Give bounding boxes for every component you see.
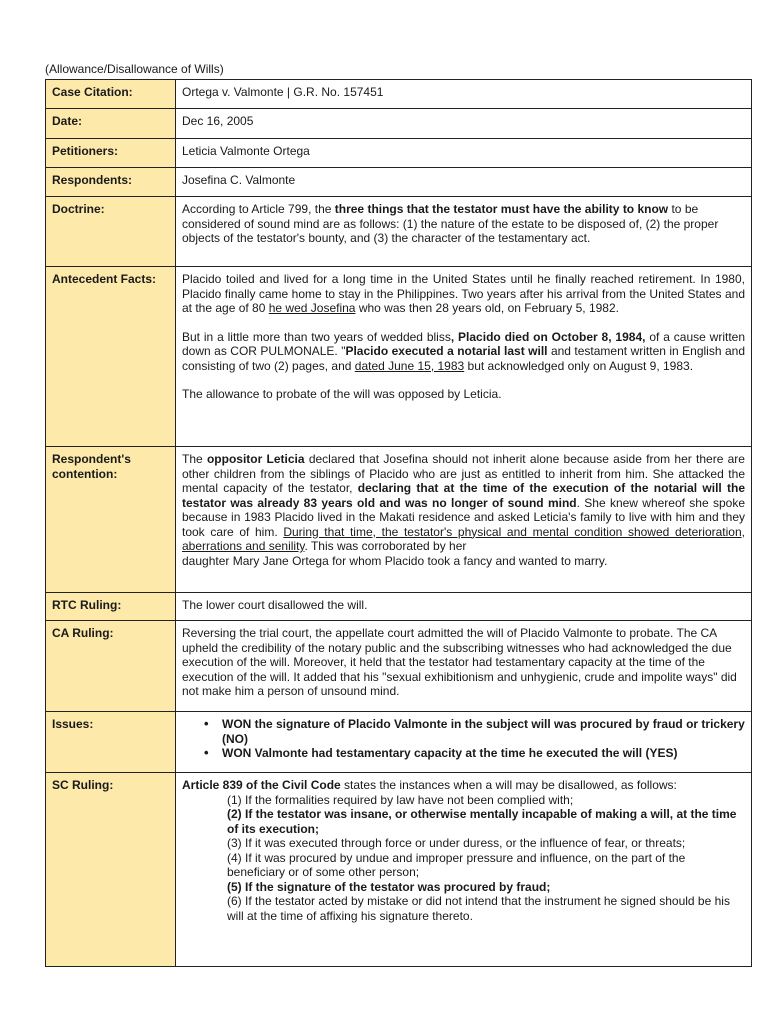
antecedent-text-b1: But in a little more than two years of wedded bliss: [182, 329, 451, 344]
value-doctrine: [176, 197, 752, 267]
issue-item: • WON Valmonte had testamentary capacity at the time he executed the will (YES): [222, 746, 745, 761]
antecedent-para-2: [182, 330, 745, 374]
label-ca-ruling: CA Ruling:: [46, 621, 176, 712]
value-sc-ruling: [176, 773, 752, 967]
article-839-item: (3) If it was executed through force or under duress, or the influence of fear, or threats;: [227, 836, 686, 850]
label-antecedent-facts: Antecedent Facts:: [46, 267, 176, 447]
row-rtc-ruling: [46, 593, 752, 621]
value-respondents-contention: [176, 447, 752, 593]
value-date: Dec 16, 2005: [176, 109, 752, 139]
label-date: Date:: [46, 109, 176, 139]
label-doctrine: Doctrine:: [46, 197, 176, 267]
article-839-item: (5) If the signature of the testator was procured by fraud;: [227, 879, 551, 894]
antecedent-text-a1-tail: who was then 28 years old, on February 5, 1982.: [355, 301, 619, 315]
contention-text-1: The: [182, 452, 207, 466]
doctrine-text-2: considered of sound mind are as follows: (1) the nature of the estate to be disposed of, (2) the proper objects of the testator's bounty, and (3) the character of the testamentary act.: [182, 216, 719, 245]
label-respondents-contention: Respondent's contention:: [46, 447, 176, 593]
contention-bold-1: oppositor Leticia: [206, 452, 305, 466]
contention-text-2: declared that Josefina should not inherit alone because aside from her there are other children from the siblings of Placido who are just as entitled to inherit from him. She attacked the mental capacity of the testator,: [182, 452, 745, 495]
row-issues: [46, 712, 752, 773]
antecedent-bold-b2: Placido executed a notarial last will: [345, 344, 548, 358]
label-sc-ruling: SC Ruling:: [46, 773, 176, 967]
antecedent-para-3: The allowance to probate of the will was opposed by Leticia.: [182, 387, 502, 401]
row-doctrine: [46, 197, 752, 267]
doctrine-text-1-tail: to be: [668, 202, 699, 216]
antecedent-text-a1: Placido toiled and lived for a long time in the United States until he finally reached retirement. In 1980, Placido finally came home to stay in the Philippines. Two years after his arrival from the United States and at the age of 80: [182, 272, 745, 315]
value-respondents: Josefina C. Valmonte: [176, 168, 752, 197]
article-839-item: (2) If the testator was insane, or otherwise mentally incapable of making a will, at the time of its execution;: [227, 807, 737, 836]
contention-text-4: . This was corroborated by her: [304, 539, 467, 553]
value-case-citation: Ortega v. Valmonte | G.R. No. 157451: [176, 80, 752, 109]
antecedent-text-b4: but acknowledged only on August 9, 1983.: [464, 358, 694, 373]
article-839-list: [182, 793, 745, 924]
sc-intro-text: states the instances when a will may be disallowed, as follows:: [340, 778, 677, 792]
row-ca-ruling: [46, 621, 752, 712]
row-respondents: [46, 168, 752, 197]
contention-text-3: . She knew whereof she spoke because in 1983 Placido lived in the Makati residence and asked Leticia's family to live with him and they took care of him.: [182, 495, 745, 539]
value-issues: [176, 712, 752, 773]
label-issues: Issues:: [46, 712, 176, 773]
label-respondents: Respondents:: [46, 168, 176, 197]
row-antecedent-facts: [46, 267, 752, 447]
value-antecedent-facts: [176, 267, 752, 447]
sc-intro-bold: Article 839 of the Civil Code: [182, 778, 341, 792]
row-petitioners: [46, 139, 752, 168]
value-petitioners: Leticia Valmonte Ortega: [176, 139, 752, 168]
row-case-citation: [46, 80, 752, 109]
case-digest-table: [45, 79, 752, 967]
contention-bold-2: declaring that at the time of the execution of the notarial will the testator was already 83 years old and was no longer of sound mind: [182, 481, 746, 510]
contention-text-5: daughter Mary Jane Ortega for whom Placido took a fancy and wanted to marry.: [182, 553, 608, 568]
label-case-citation: Case Citation:: [46, 80, 176, 109]
antecedent-underline-a1: he wed Josefina: [268, 301, 356, 315]
antecedent-text-b3: and testament written in English and consisting of two (2) pages, and: [182, 344, 745, 373]
value-ca-ruling: Reversing the trial court, the appellate court admitted the will of Placido Valmonte to probate. The CA upheld the credibility of the notary public and the subscribing witnesses who had acknowledged the due execution of the will. Moreover, it held that the testator had testamentary capacity at the time of the execution of the will. It added that his "sexual exhibitionism and unhygienic, crude and impolite ways" did not make him a person of unsound mind.: [176, 621, 752, 712]
sc-intro: [182, 778, 745, 793]
row-respondents-contention: [46, 447, 752, 593]
row-date: [46, 109, 752, 139]
doctrine-emphasis: three things that the testator must have the ability to know: [334, 202, 669, 216]
antecedent-para-1: [182, 272, 745, 316]
issues-list: [182, 717, 745, 761]
article-839-item: (1) If the formalities required by law have not been complied with;: [227, 792, 574, 807]
label-petitioners: Petitioners:: [46, 139, 176, 168]
value-rtc-ruling: The lower court disallowed the will.: [176, 593, 752, 621]
row-sc-ruling: [46, 773, 752, 967]
article-839-item: (4) If it was procured by undue and improper pressure and influence, on the part of the beneficiary or of some other person;: [227, 850, 686, 879]
doctrine-text-1: According to Article 799, the: [182, 202, 335, 216]
document-caption: (Allowance/Disallowance of Wills): [45, 62, 224, 76]
label-rtc-ruling: RTC Ruling:: [46, 593, 176, 621]
antecedent-bold-b1: , Placido died on October 8, 1984,: [450, 329, 646, 344]
antecedent-text-b2: of a cause written down as COR PULMONALE. ": [182, 329, 746, 358]
issue-item: • WON the signature of Placido Valmonte in the subject will was procured by fraud or trickery (NO): [222, 717, 745, 746]
article-839-item: (6) If the testator acted by mistake or did not intend that the instrument he signed should be his will at the time of affixing his signature thereto.: [227, 894, 730, 923]
antecedent-underline-b3: dated June 15, 1983: [354, 358, 465, 373]
contention-underline: During that time, the testator's physical and mental condition showed deterioration, aberrations and senility: [182, 524, 745, 553]
